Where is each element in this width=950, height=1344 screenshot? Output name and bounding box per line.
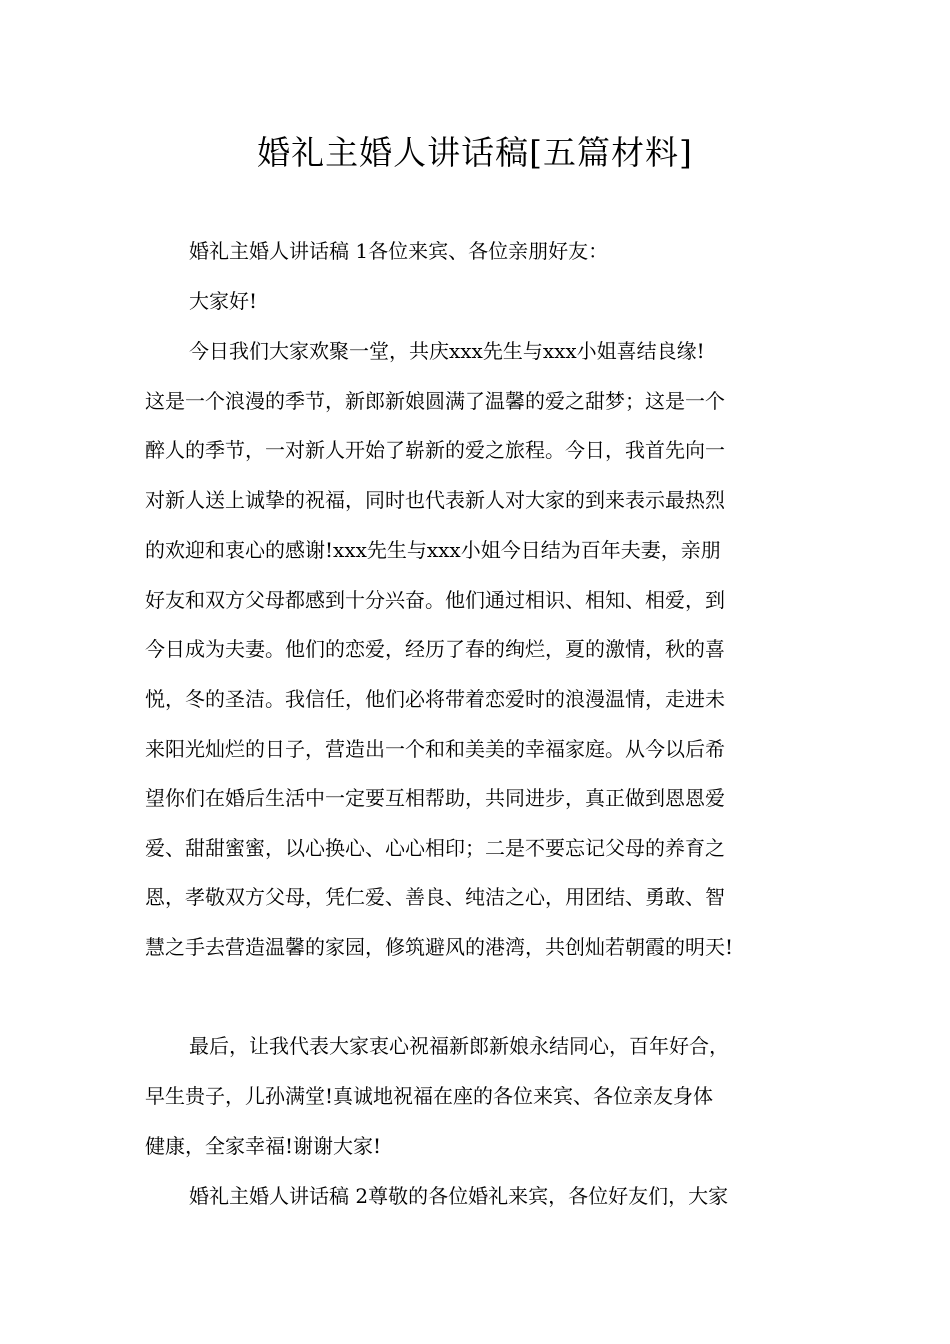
- text-line: 来阳光灿烂的日子，营造出一个和和美美的幸福家庭。从今以后希: [145, 737, 725, 761]
- text-line: 爱、甜甜蜜蜜，以心换心、心心相印；二是不要忘记父母的养育之: [145, 836, 725, 860]
- text-line: 婚礼主婚人讲话稿 2尊敬的各位婚礼来宾，各位好友们，大家: [189, 1184, 729, 1208]
- text-line: 对新人送上诚挚的祝福，同时也代表新人对大家的到来表示最热烈: [145, 488, 725, 512]
- text-line: 最后，让我代表大家衷心祝福新郎新娘永结同心，百年好合，: [189, 1034, 729, 1058]
- text-line: 醉人的季节，一对新人开始了崭新的爱之旅程。今日，我首先向一: [145, 438, 725, 462]
- text-line: 慧之手去营造温馨的家园，修筑避风的港湾，共创灿若朝霞的明天!: [145, 935, 734, 959]
- document-title: 婚礼主婚人讲话稿[五篇材料]: [257, 133, 693, 172]
- text-line: 悦，冬的圣洁。我信任，他们必将带着恋爱时的浪漫温情，走进未: [145, 687, 725, 711]
- text-line: 健康，全家幸福!谢谢大家!: [145, 1134, 382, 1158]
- text-line: 望你们在婚后生活中一定要互相帮助，共同进步，真正做到恩恩爱: [145, 786, 725, 810]
- text-line: 恩，孝敬双方父母，凭仁爱、善良、纯洁之心，用团结、勇敢、智: [145, 885, 725, 909]
- text-line: 今日成为夫妻。他们的恋爱，经历了春的绚烂，夏的激情，秋的喜: [145, 637, 725, 661]
- text-line: 的欢迎和衷心的感谢!xxx先生与xxx小姐今日结为百年夫妻，亲朋: [145, 538, 721, 562]
- text-line: 婚礼主婚人讲话稿 1各位来宾、各位亲朋好友：: [189, 239, 609, 263]
- text-line: 大家好!: [189, 289, 258, 313]
- text-line: 今日我们大家欢聚一堂，共庆xxx先生与xxx小姐喜结良缘!: [189, 339, 705, 363]
- text-line: 好友和双方父母都感到十分兴奋。他们通过相识、相知、相爱，到: [145, 588, 725, 612]
- text-line: 早生贵子，儿孙满堂!真诚地祝福在座的各位来宾、各位亲友身体: [145, 1084, 714, 1108]
- text-line: 这是一个浪漫的季节，新郎新娘圆满了温馨的爱之甜梦；这是一个: [145, 389, 725, 413]
